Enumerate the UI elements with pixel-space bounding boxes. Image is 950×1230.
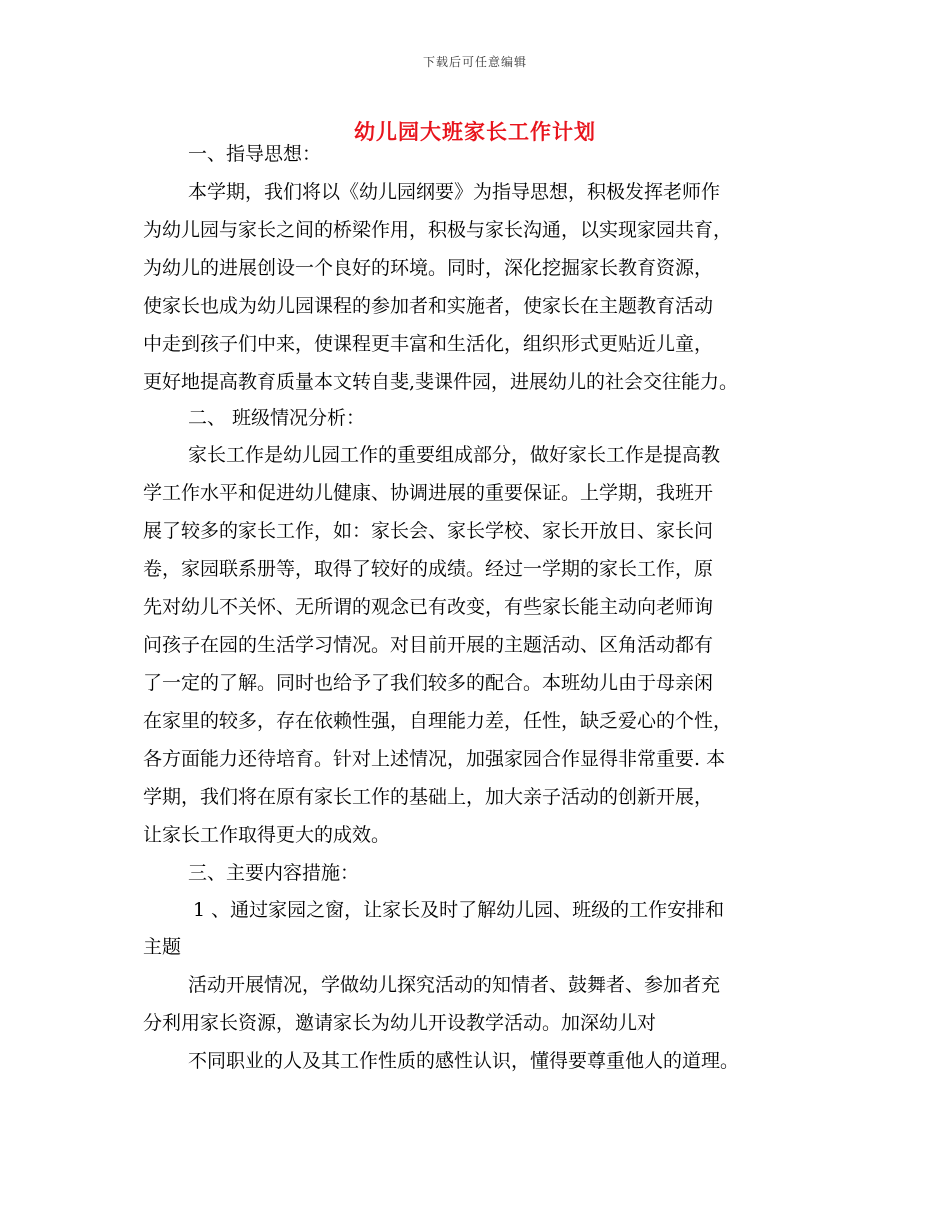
paragraph-line: 分利用家长资源，邀请家长为幼儿开设教学活动。加深幼儿对 (143, 1012, 657, 1034)
paragraph-line: 家长工作是幼儿园工作的重要组成部分，做好家长工作是提高教 (188, 444, 721, 466)
paragraph-line: 在家里的较多，存在依赖性强，自理能力差，任性，缺乏爱心的个性， (143, 710, 733, 732)
paragraph-line: 卷，家园联系册等，取得了较好的成绩。经过一学期的家长工作，原 (143, 558, 714, 580)
paragraph-line: 学工作水平和促进幼儿健康、协调进展的重要保证。上学期，我班开 (143, 482, 714, 504)
page-header-note: 下载后可任意编辑 (422, 55, 527, 69)
paragraph-line: 为幼儿园与家长之间的桥梁作用，积极与家长沟通，以实现家园共育， (143, 219, 733, 241)
paragraph-line: 1 、通过家园之窗，让家长及时了解幼儿园、班级的工作安排和 (193, 899, 725, 921)
paragraph-line: 展了较多的家长工作，如：家长会、家长学校、家长开放日、家长问 (143, 520, 714, 542)
paragraph-line: 使家长也成为幼儿园课程的参加者和实施者，使家长在主题教育活动 (143, 295, 714, 317)
section-heading-3: 三、主要内容措施： (188, 862, 360, 884)
paragraph-line: 主题 (143, 936, 182, 958)
paragraph-line: 了一定的了解。同时也给予了我们较多的配合。本班幼儿由于母亲闲 (143, 672, 714, 694)
paragraph-line: 本学期，我们将以《幼儿园纲要》为指导思想，积极发挥老师作 (188, 181, 721, 203)
paragraph-line: 让家长工作取得更大的成效。 (143, 824, 391, 846)
paragraph-line: 为幼儿的进展创设一个良好的环境。同时，深化挖掘家长教育资源， (143, 257, 714, 279)
paragraph-line: 更好地提高教育质量本文转自斐,斐课件园，进展幼儿的社会交往能力。 (143, 371, 739, 393)
paragraph-line: 不同职业的人及其工作性质的感性认识，懂得要尊重他人的道理。 (188, 1050, 740, 1072)
paragraph-line: 中走到孩子们中来，使课程更丰富和生活化，组织形式更贴近儿童， (143, 333, 714, 355)
paragraph-line: 各方面能力还待培育。针对上述情况，加强家园合作显得非常重要. 本 (143, 748, 726, 770)
paragraph-line: 先对幼儿不关怀、无所谓的观念已有改变，有些家长能主动向老师询 (143, 596, 714, 618)
section-heading-1: 一、指导思想： (188, 143, 322, 165)
paragraph-line: 学期，我们将在原有家长工作的基础上，加大亲子活动的创新开展， (143, 786, 714, 808)
paragraph-line: 活动开展情况，学做幼儿探究活动的知情者、鼓舞者、参加者充 (188, 974, 721, 996)
document-title: 幼儿园大班家长工作计划 (354, 119, 596, 144)
paragraph-line: 问孩子在园的生活学习情况。对目前开展的主题活动、区角活动都有 (143, 634, 714, 656)
section-heading-2: 二、 班级情况分析： (188, 407, 366, 429)
